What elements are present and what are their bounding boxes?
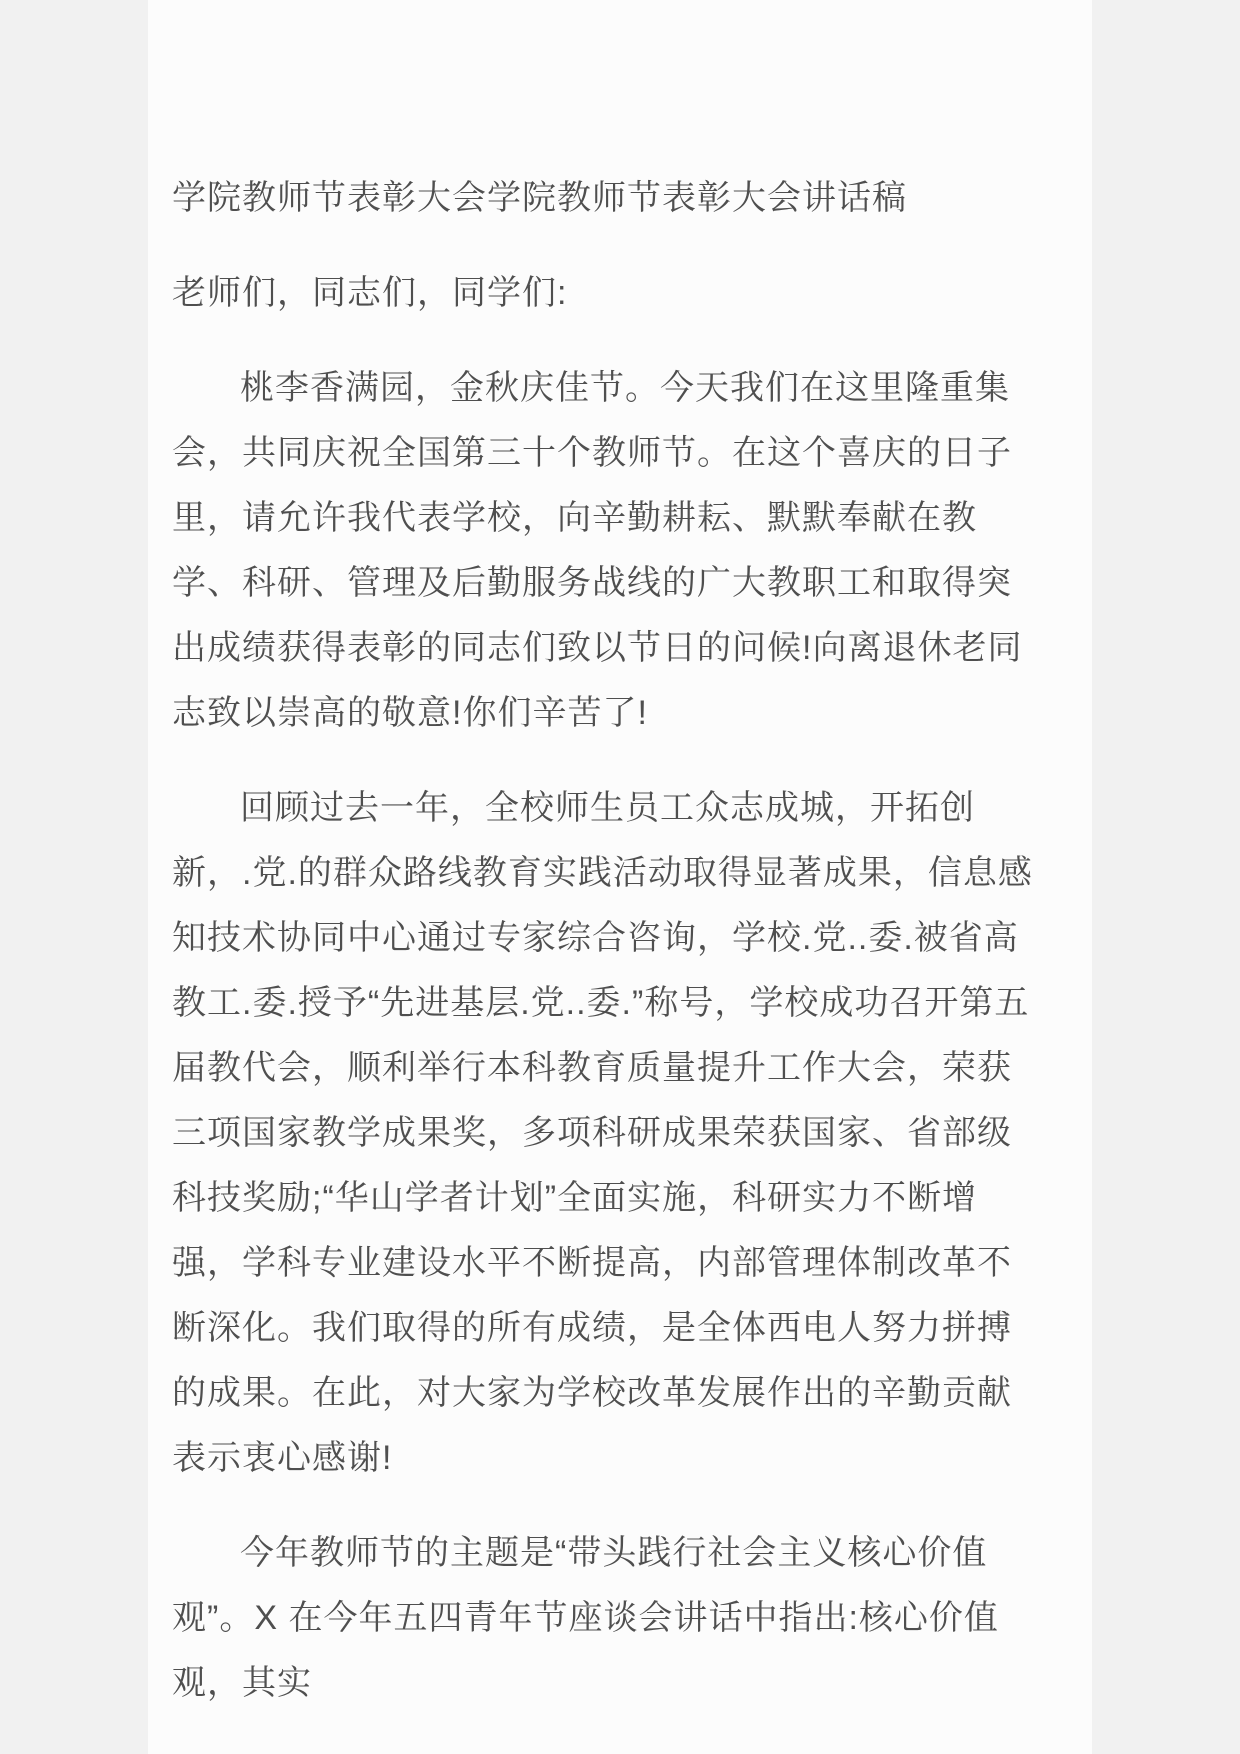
paragraph-theme: 今年教师节的主题是“带头践行社会主义核心价值观”。X 在今年五四青年节座谈会讲话中指出:核心价值观，其实 [172, 1534, 999, 1702]
document-title: 学院教师节表彰大会学院教师节表彰大会讲话稿 [172, 179, 907, 217]
salutation-line: 老师们，同志们，同学们: [172, 274, 568, 312]
document-content [172, 166, 1042, 1716]
document-page [148, 0, 1092, 1754]
paragraph-greeting-festival: 桃李香满园，金秋庆佳节。今天我们在这里隆重集会，共同庆祝全国第三十个教师节。在这个喜庆的日子里，请允许我代表学校，向辛勤耕耘、默默奉献在教学、科研、管理及后勤服务战线的广大教职工和取得突出成绩获得表彰的同志们致以节日的问候!向离退休老同志致以崇高的敬意!你们辛苦了! [172, 369, 1023, 732]
paragraph-year-review: 回顾过去一年，全校师生员工众志成城，开拓创新，.党.的群众路线教育实践活动取得显著成果，信息感知技术协同中心通过专家综合咨询，学校.党..委.被省高教工.委.授予“先进基层.党..委.”称号，学校成功召开第五届教代会，顺利举行本科教育质量提升工作大会，荣获三项国家教学成果奖，多项科研成果荣获国家、省部级科技奖励;“华山学者计划”全面实施，科研实力不断增强，学科专业建设水平不断提高，内部管理体制改革不断深化。我们取得的所有成绩，是全体西电人努力拼搏的成果。在此，对大家为学校改革发展作出的辛勤贡献表示衷心感谢! [172, 789, 1033, 1477]
